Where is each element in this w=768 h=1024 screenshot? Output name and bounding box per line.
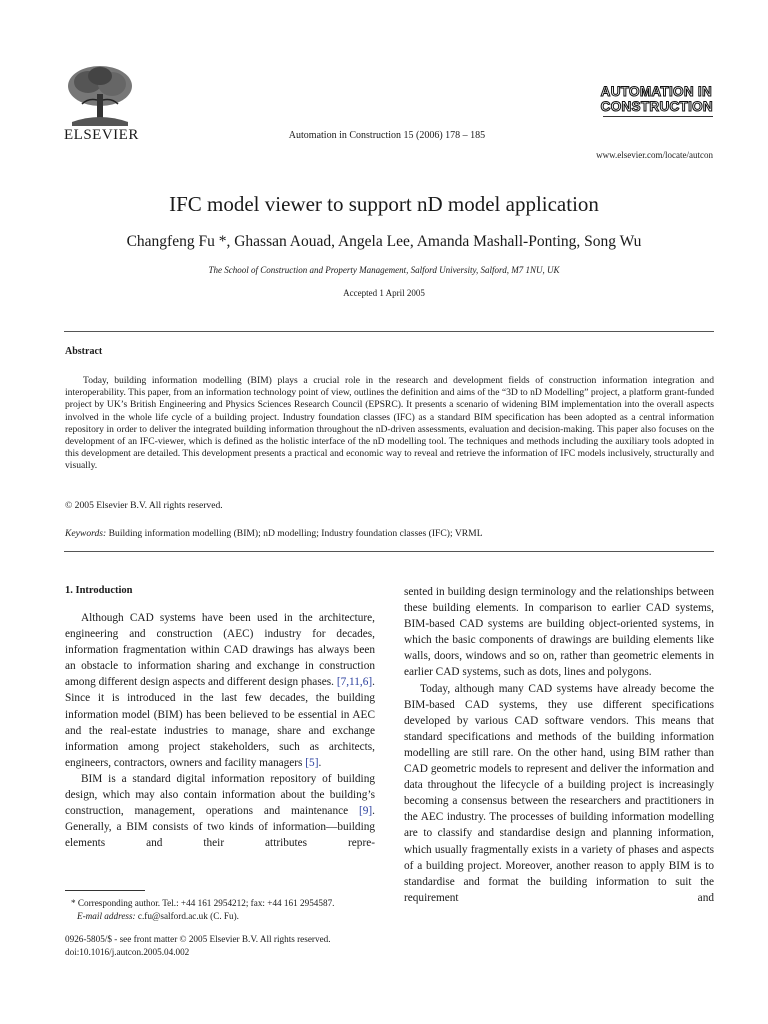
citation-link[interactable]: [5]	[305, 756, 319, 769]
left-column	[65, 610, 375, 851]
abstract-heading: Abstract	[65, 346, 103, 357]
article-title: IFC model viewer to support nD model application	[169, 192, 599, 216]
abstract-copyright: © 2005 Elsevier B.V. All rights reserved.	[65, 500, 223, 511]
p1-text-c: .	[318, 756, 322, 769]
journal-brand-line1: AUTOMATION IN	[600, 84, 713, 99]
top-divider	[64, 331, 714, 332]
article-authors: Changfeng Fu *, Ghassan Aouad, Angela Lee, Amanda Mashall-Ponting, Song Wu	[126, 233, 642, 250]
p1-text-a: Although CAD systems have been used in the architecture, engineering and construction (AEC) industry for decades, information fragmentation within CAD drawings has always been an obstacle to information sharing and exchange in construction among different design aspects and different design phases.	[65, 612, 375, 689]
paragraph-3: sented in building design terminology and the relationships between these building elements. In comparison to earlier CAD systems, BIM-based CAD systems are building object-oriented systems, in which the basic components of drawings are building elements like walls, doors, windows and so on, rather than geometric elements in earlier CAD systems, such as dots, lines and polygons.	[404, 586, 714, 679]
email-label: E-mail address:	[77, 910, 136, 921]
keywords-divider	[64, 551, 714, 552]
abstract-text: Today, building information modelling (BIM) plays a crucial role in the research and development fields of construction information integration and interoperability. This paper, from an information technology point of view, outlines the definition and aims of the “3D to nD Modelling” project, a platform grant-funded project by UK’s British Engineering and Physics Sciences Research Council (EPSRC). It presents a scenario of widening BIM implementation into the overall aspects involved in the whole life cycle of a building project. Industry foundation classes (IFC) as a standard BIM specification has been adopted as a central information repository in order to deliver the integrated building information throughout the nD-driven assessments, evaluation and decision-making. This paper also focuses on the development of an IFC-viewer, which is defined as the holistic interface of the nD modelling tool. The techniques and methods including the auxiliary tools adopted in this development are detailed. This development presents a practical and economic way to reveal and retrieve the information of IFC models inclusively, structurally and visually.	[65, 375, 714, 472]
journal-url[interactable]: www.elsevier.com/locate/autcon	[596, 150, 713, 160]
journal-brand	[601, 84, 713, 114]
footnote-rule	[65, 890, 145, 891]
doi-line[interactable]: doi:10.1016/j.autcon.2005.04.002	[65, 946, 190, 957]
keywords-text: Building information modelling (BIM); nD modelling; Industry foundation classes (IFC); VRML	[108, 528, 483, 539]
keywords-label: Keywords:	[65, 528, 107, 539]
footnote	[65, 897, 375, 922]
journal-brand-line2: CONSTRUCTION	[600, 99, 713, 114]
right-column	[404, 584, 714, 906]
brand-rule	[603, 116, 713, 117]
p2-text-b: . Generally, a BIM consists of two kinds of information—building elements and their attributes repre-	[65, 805, 375, 850]
citation-link[interactable]: [7,11,6]	[336, 676, 373, 689]
paragraph-4: Today, although many CAD systems have already become the BIM-based CAD systems, they use different specifications developed by various CAD software vendors. This means that standard specifications and methods of the building information modelling are still rare. On the other hand, using BIM rather than CAD geometric models to represent and deliver the information and data throughout the lifecycle of a building project is increasingly becoming a consensus between the researchers and practitioners in the AEC industry. The processes of building information modelling are to classify and standardise design and planning information, which usually fragmentally exists in a variety of phases and aspects of a building project. Moreover, another reason to apply BIM is to standardise and format the building information to suit the requirement and	[404, 682, 714, 904]
elsevier-tree-logo	[64, 64, 136, 126]
paragraph-2	[65, 771, 375, 851]
author-affiliation: The School of Construction and Property Management, Salford University, Salford, M7 1NU, UK	[208, 265, 560, 275]
journal-citation: Automation in Construction 15 (2006) 178 – 185	[288, 130, 486, 141]
email-address[interactable]: c.fu@salford.ac.uk (C. Fu).	[137, 910, 239, 921]
accepted-date: Accepted 1 April 2005	[343, 288, 425, 298]
p2-text-a: BIM is a standard digital information repository of building design, which may also contain information about the building’s construction, management, operations and maintenance	[65, 772, 375, 818]
p1-text-b: . Since it is introduced in the last few decades, the building information model (BIM) has been believed to be essential in AEC and the real-estate industries to manage, share and exchange information among project stakeholders, such as architects, engineers, contractors, owners and facility managers	[65, 676, 375, 769]
email-line	[65, 910, 375, 923]
issn-line: 0926-5805/$ - see front matter © 2005 Elsevier B.V. All rights reserved.	[65, 934, 331, 944]
publisher-name: ELSEVIER	[64, 127, 139, 143]
section-heading-introduction: 1. Introduction	[65, 585, 133, 596]
citation-link[interactable]: [9]	[358, 805, 373, 818]
corresponding-author: * Corresponding author. Tel.: +44 161 2954212; fax: +44 161 2954587.	[71, 898, 335, 908]
issn-block	[65, 933, 375, 958]
keywords	[65, 528, 483, 539]
paragraph-1	[65, 610, 375, 771]
